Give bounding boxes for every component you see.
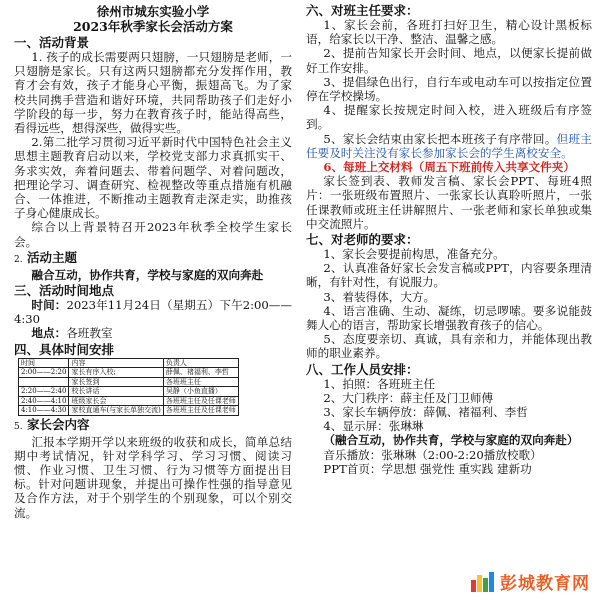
place-value: 各班教室	[66, 326, 113, 341]
section-6-title: 六、对班主任要求：	[306, 3, 419, 18]
right-column	[300, 0, 600, 600]
schedule-cell: 班级家长会	[69, 396, 163, 406]
section-3-time	[14, 298, 292, 326]
section-4-title: 四、具体时间安排	[14, 341, 115, 357]
section-2-heading	[14, 250, 292, 268]
schedule-cell: 2:40——4:10	[19, 396, 69, 406]
section-3-place	[14, 326, 292, 340]
music-item: 音乐播放：张琳琳（2:00-2:20播放校歌）	[323, 447, 542, 462]
section-6-item-3: 3、提倡绿色出行，自行车或电动车可以按指定位置停在学校操场。	[306, 74, 592, 104]
section-6-item-4: 4、提醒家长按规定时间入校，进入班级后有序签到。	[306, 103, 592, 132]
section-7-item-1: 1、家长会要提前构思，准备充分。	[323, 247, 505, 262]
section-5-paragraph-1: 汇报本学期开学以来班级的收获和成长，简单总结期中考试情况，针对学科学习、学习习惯、阅读习惯、作业习惯、卫生习惯、行为习惯等方面提出目标。针对问题讲现象，并提出可操作性强的指导意见及合作方法，对于个别学生的个别现象，可以个别交流。	[14, 434, 292, 520]
document-title: 2023年秋季家长会活动方案	[73, 19, 233, 34]
section-3-title: 三、活动时间地点	[14, 283, 115, 299]
schedule-cell: 吴静（小鱼直播）	[163, 387, 238, 397]
schedule-cell: 各班班主任及任课老师	[163, 406, 238, 416]
schedule-cell: 薛佩、褚福利、李哲	[163, 368, 238, 378]
staff-item: 2、大门秩序：薛主任及门卫师傅	[323, 390, 494, 405]
section-7-item-3: 3、着装得体，大方。	[323, 289, 436, 304]
schedule-cell: 2:20——2:40	[19, 387, 69, 397]
schedule-header-owner: 负责人	[163, 358, 238, 368]
section-7-item-5: 5、态度要亲切、真诚，具有亲和力，并能体现出教师的职业素养。	[306, 332, 592, 361]
schedule-cell: 4:10——4:30	[19, 406, 69, 416]
section-6-item-6: 6、每班上交材料（周五下班前传入共享文件夹）	[323, 160, 575, 175]
schedule-cell: 各班班主任	[163, 377, 238, 387]
ppt-item: PPT首页：学思想 强党性 重实践 建新功	[323, 461, 532, 476]
table-row	[19, 368, 239, 378]
place-label: 地点：	[31, 326, 67, 341]
schedule-header-time: 时间	[19, 358, 69, 368]
section-8-theme: （融合互动，协作共育，学校与家庭的双向奔赴）	[323, 433, 579, 448]
section-8-title: 八、工作人员安排：	[306, 361, 419, 377]
colorful-logo-icon	[470, 570, 496, 594]
table-row	[19, 377, 239, 387]
section-6-materials: 家长签到表、教师发言稿、家长会PPT、每班4照片：一张班级布置照片、一张家长认真聆听照片，一张任课教师或班主任讲解照片、一张老师和家长单独或集中交流照片。	[306, 174, 592, 231]
staff-item: 4、显示屏：张琳琳	[323, 419, 424, 434]
time-label: 时间：	[31, 298, 67, 313]
schedule-header-row	[19, 358, 239, 368]
watermark	[470, 569, 590, 594]
section-6-item-1: 1、家长会前，各班打扫好卫生，精心设计黑板标语，给家长以干净、整洁、温馨之感。	[306, 18, 592, 47]
schedule-table	[18, 358, 239, 416]
watermark-text: 彭城教育网	[500, 574, 590, 594]
section-1-paragraph-3: 综合以上背景特召开2023年秋季全校学生家长会。	[14, 220, 292, 249]
staff-item: 1、拍照：各班班主任	[323, 376, 436, 391]
section-1-paragraph-2: 2.第二批学习贯彻习近平新时代中国特色社会主义思想主题教育启动以来，学校党支部力求真抓实干、务求实效，奔着问题去、带着问题学、对着问题改，把理论学习、调查研究、检视整改等重点措施有机融合、一体推进，不断推动主题教育走深走实，助推孩子身心健康成长。	[14, 135, 292, 221]
schedule-header-content: 内容	[69, 358, 163, 368]
table-row	[19, 406, 239, 416]
section-7-item-4: 4、语言准确、生动、凝练，切忌啰嗦。要多说能鼓舞人心的语言，帮助家长增强教育孩子的信心。	[306, 303, 592, 333]
staff-item: 3、家长车辆停放：薛佩、褚福利、李哲	[323, 405, 528, 420]
schedule-cell: 家长签到	[69, 377, 163, 387]
schedule-cell: 各班班主任及任课老师	[163, 396, 238, 406]
section-5-title: 家长会内容	[26, 416, 90, 432]
section-2-title: 活动主题	[26, 249, 77, 265]
schedule-cell: 家长有序入校;	[69, 368, 163, 378]
table-row	[19, 396, 239, 406]
section-5-heading	[14, 417, 292, 435]
schedule-cell	[19, 377, 69, 387]
section-7-item-2: 2、认真准备好家长会发言稿或PPT，内容要条理清晰，有针对性，有说服力。	[306, 261, 592, 290]
section-2-number: 2.	[14, 254, 23, 265]
section-6-item-5	[306, 132, 592, 160]
section-2-theme: 融合互动，协作共育，学校与家庭的双向奔赴	[31, 267, 264, 282]
section-1-paragraph-1: 1. 孩子的成长需要两只翅膀，一只翅膀是老师，一只翅膀是家长。只有这两只翅膀都充分发挥作用，教育才会有效，孩子才能身心平衡，振翅高飞。为了家校共同携手营造和谐好环境，共同帮助孩子们走好小学阶段的每一步，努力在教育孩子时，能站得高些，看得远些，想得深些，做得实些。	[14, 50, 292, 136]
section-6-item-2: 2、提前告知家长开会时间、地点，以便家长提前做好工作安排。	[306, 46, 592, 75]
schedule-cell: 家校直通车(与家长单独交流)	[69, 406, 163, 416]
schedule-cell: 2:00——2:20	[19, 368, 69, 378]
school-name: 徐州市城东实验小学	[96, 4, 210, 19]
section-6-item-5-text: 5、家长会结束由家长把本班孩子有序带回。	[323, 131, 557, 146]
section-1-title: 一、活动背景	[14, 35, 90, 50]
schedule-cell: 校长讲话	[69, 387, 163, 397]
time-value: 2023年11月24日（星期五）下午2:00——4:30	[14, 298, 292, 327]
section-7-title: 七、对老师的要求：	[306, 232, 419, 248]
section-5-number: 5.	[14, 421, 23, 432]
table-row	[19, 387, 239, 397]
section-6-item-5-highlight: 但班主任要及时关注没有家长参加家长会的学生离校安全。	[306, 131, 592, 160]
